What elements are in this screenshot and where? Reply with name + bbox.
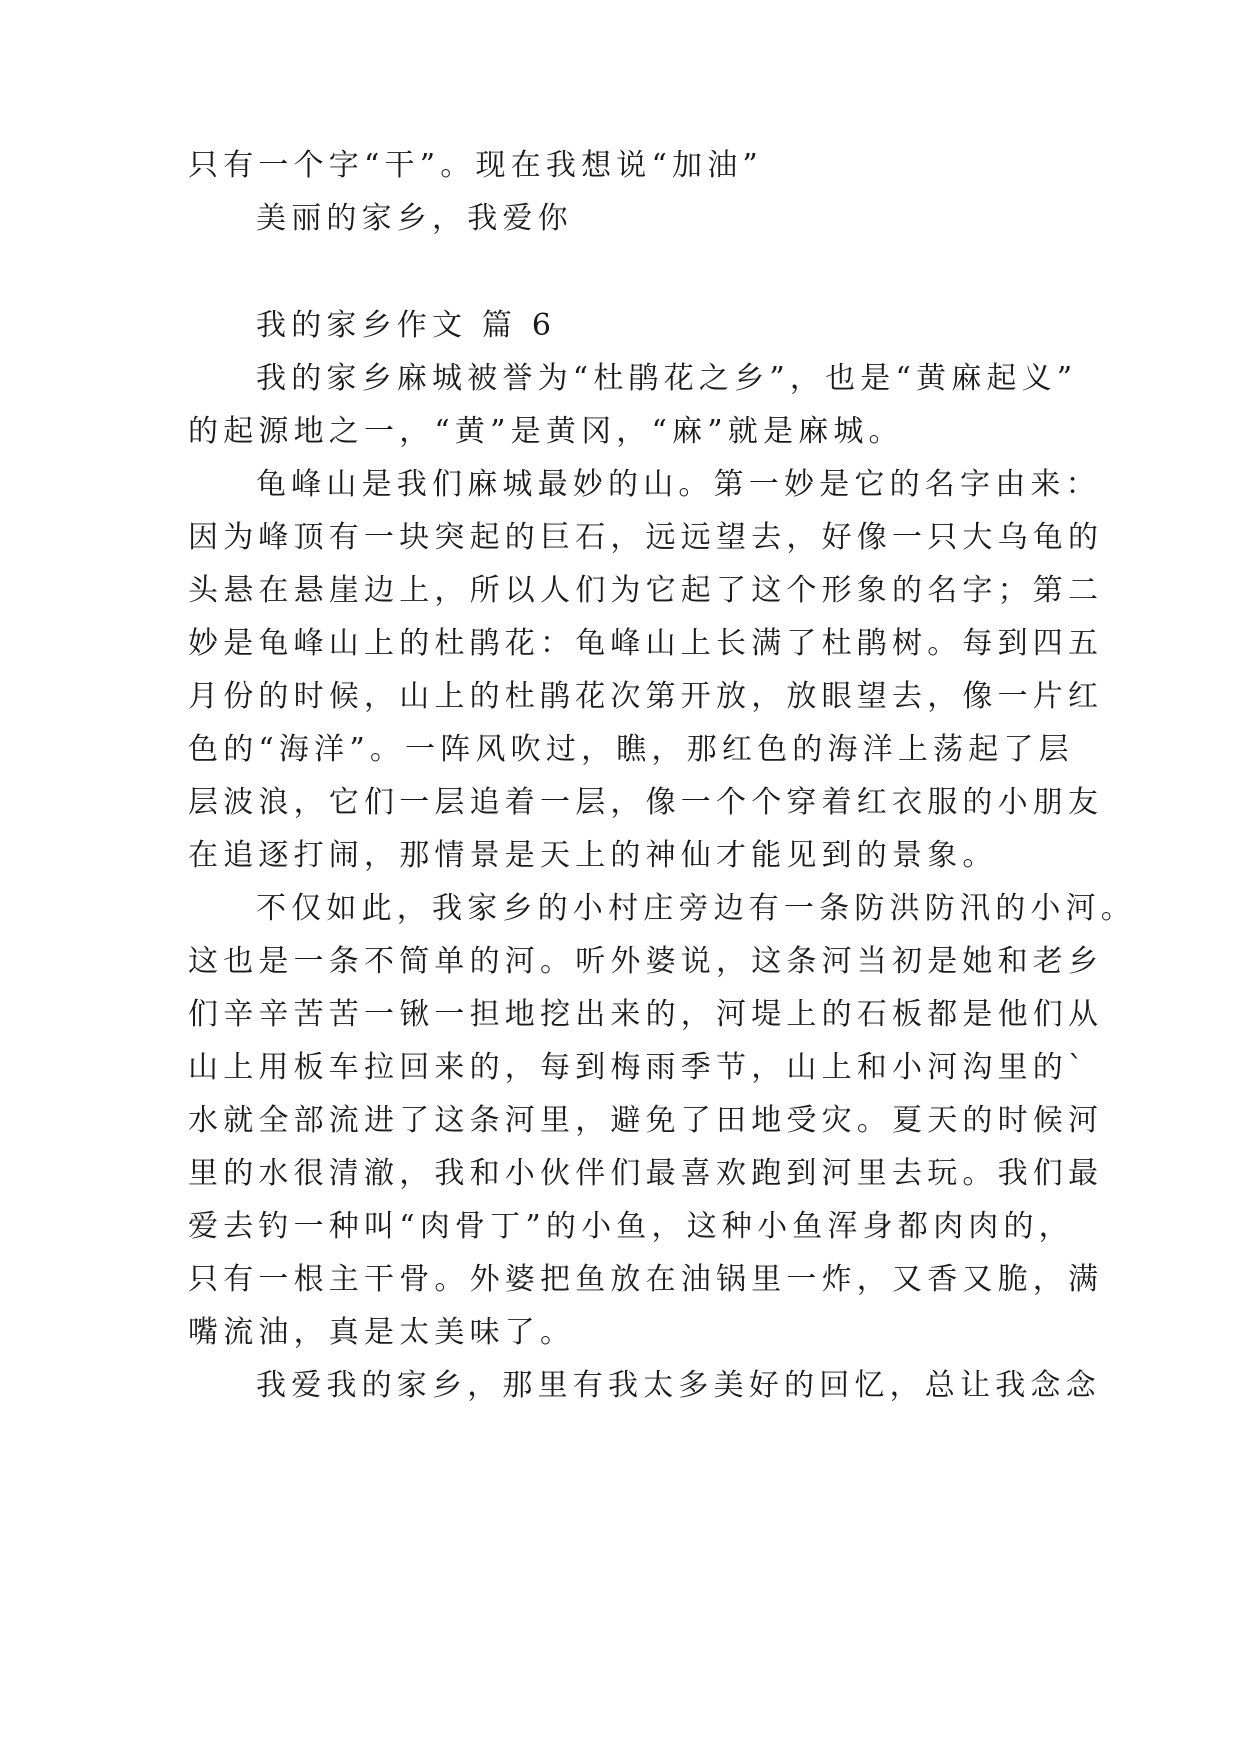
text-line: 龟峰山是我们麻城最妙的山。第一妙是它的名字由来： (256, 467, 1101, 502)
text-line: 只有一根主干骨。外婆把鱼放在油锅里一炸，又香又脆，满 (188, 1262, 1104, 1297)
text-line: 我爱我的家乡，那里有我太多美好的回忆，总让我念念 (256, 1368, 1101, 1403)
text-line: 这也是一条不简单的河。听外婆说，这条河当初是她和老乡 (188, 944, 1104, 979)
section-heading: 我的家乡作文 篇 6 (256, 308, 557, 343)
text-line: 月份的时候，山上的杜鹃花次第开放，放眼望去，像一片红 (188, 679, 1104, 714)
text-line: 头悬在悬崖边上，所以人们为它起了这个形象的名字；第二 (188, 573, 1104, 608)
text-line: 山上用板车拉回来的，每到梅雨季节，山上和小河沟里的` (188, 1050, 1089, 1085)
text-line: 里的水很清澈，我和小伙伴们最喜欢跑到河里去玩。我们最 (188, 1156, 1104, 1191)
text-line: 们辛辛苦苦一锹一担地挖出来的，河堤上的石板都是他们从 (188, 997, 1104, 1032)
text-line: 美丽的家乡，我爱你 (256, 201, 573, 236)
text-line: 爱去钓一种叫“肉骨丁”的小鱼，这种小鱼浑身都肉肉的， (188, 1209, 1074, 1244)
text-line: 嘴流油，真是太美味了。 (188, 1315, 576, 1350)
text-line: 因为峰顶有一块突起的巨石，远远望去，好像一只大乌龟的 (188, 520, 1104, 555)
text-line: 色的“海洋”。一阵风吹过，瞧，那红色的海洋上荡起了层 (188, 732, 1074, 767)
text-line: 在追逐打闹，那情景是天上的神仙才能见到的景象。 (188, 838, 998, 873)
text-line: 的起源地之一，“黄”是黄冈，“麻”就是麻城。 (188, 414, 904, 449)
text-line: 层波浪，它们一层追着一层，像一个个穿着红衣服的小朋友 (188, 785, 1104, 820)
text-line: 不仅如此，我家乡的小村庄旁边有一条防洪防汛的小河。 (256, 891, 1136, 926)
text-line: 只有一个字“干”。现在我想说“加油” (188, 148, 763, 183)
text-line: 我的家乡麻城被誉为“杜鹃花之乡”，也是“黄麻起义” (256, 361, 1078, 396)
text-line: 妙是龟峰山上的杜鹃花：龟峰山上长满了杜鹃树。每到四五 (188, 626, 1104, 661)
text-line: 水就全部流进了这条河里，避免了田地受灾。夏天的时候河 (188, 1103, 1104, 1138)
